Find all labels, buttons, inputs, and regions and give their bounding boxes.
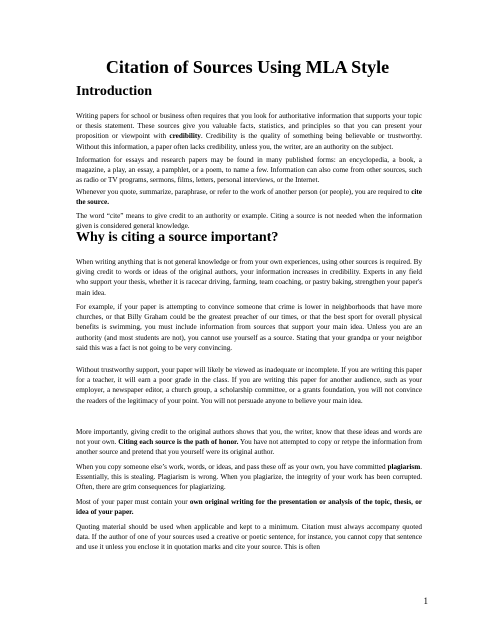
paragraph-original-writing (76, 497, 422, 517)
paragraph-example: For example, if your paper is attempting to convince someone that crime is lower in neighborhoods that have more churches, or that Billy Graham could be the greatest preacher of our times, or that the best sport for overall physical benefits is swimming, you must include information from sources that support your main idea. Unless you are an authority (and most students are not), you cannot use yourself as a source. Stating that your grandpa or your neighbor said this was a fact is not going to be very convincing. (76, 303, 422, 352)
paragraph-quoting-material: Quoting material should be used when applicable and kept to a minimum. Citation must always accompany quoted data. If the author of one of your sources used a creative or poetic sentence, for instance, you cannot copy that sentence and use it unless you enclose it in quotation marks and cite your source. This is often (76, 523, 422, 552)
paragraph-path-of-honor (76, 427, 422, 458)
introduction-heading: Introduction (76, 84, 152, 99)
paragraph-cite-meaning: The word “cite” means to give credit to an authority or example. Citing a source is not needed when the information given is considered general knowledge. (76, 212, 422, 231)
paragraph-text: Whenever you quote, summarize, paraphrase, or refer to the work of another person (or people), you are required to (76, 188, 412, 196)
paragraph-cite-requirement (76, 187, 422, 207)
bold-term-cite-source: cite the source. (76, 188, 422, 207)
paragraph-trustworthy-support: Without trustworthy support, your paper will likely be viewed as inadequate or incomplete. If you are writing this paper for a teacher, it will earn a poor grade in the class. If you are writing this paper for another audience, such as your employer, a newspaper editor, a church group, a scholarship committee, or a grants foundation, you will not convince the readers of the legitimacy of your point. You will not persuade anyone to believe your main idea. (76, 366, 422, 405)
document-title: Citation of Sources Using MLA Style (105, 57, 390, 77)
bold-phrase-path-of-honor: Citing each source is the path of honor. (118, 438, 239, 447)
why-cite-heading: Why is citing a source important? (76, 230, 279, 245)
paragraph-text: . Credibility is the quality of something being believable or trustworthy. Without this information, a paper often lacks credibility, unless you, the writer, are an authority on the subject. (76, 132, 422, 151)
paragraph-text: More importantly, giving credit to the original authors shows that you, the writer, know that these ideas and words are not your own. (76, 428, 422, 447)
bold-phrase-original-writing: own original writing for the presentation or analysis of the topic, thesis, or idea of your paper. (76, 498, 422, 517)
page-number: 1 (423, 596, 428, 606)
paragraph-text: Most of your paper must contain your (76, 498, 190, 506)
paragraph-text: Writing papers for school or business often requires that you look for authoritative information that supports your topic or thesis statement. These sources give you valuable facts, statistics, and principles so that you can present your proposition or viewpoint with (76, 112, 422, 141)
paragraph-text: When you copy someone else’s work, words, or ideas, and pass these off as your own, you have committed (76, 463, 388, 471)
bold-term-credibility: credibility (169, 132, 201, 141)
paragraph-text: You have not attempted to copy or retype the information from another source and pretend that you yourself were its original author. (76, 438, 422, 457)
paragraph-sources-required: When writing anything that is not general knowledge or from your own experiences, using other sources is required. By giving credit to words or ideas of the original authors, your information increases in credibility. Experts in any field who support your thesis, whether it is racecar driving, farming, team coaching, or pastry baking, strengthen your paper's main idea. (76, 258, 422, 297)
paragraph-credibility (76, 111, 422, 152)
paragraph-published-forms: Information for essays and research papers may be found in many published forms: an encyclopedia, a book, a magazine, a play, an essay, a pamphlet, or a poem, to name a few. Information can also come from other sources, such as radio or TV programs, sermons, films, letters, personal interviews, or the Internet. (76, 156, 422, 185)
paragraph-plagiarism (76, 462, 422, 493)
bold-term-plagiarism: plagiarism (387, 463, 421, 471)
paragraph-text: . Essentially, this is stealing. Plagiarism is wrong. When you plagiarize, the integrity of your work has been corrupted. Often, there are grim consequences for plagiarizing. (76, 463, 422, 492)
